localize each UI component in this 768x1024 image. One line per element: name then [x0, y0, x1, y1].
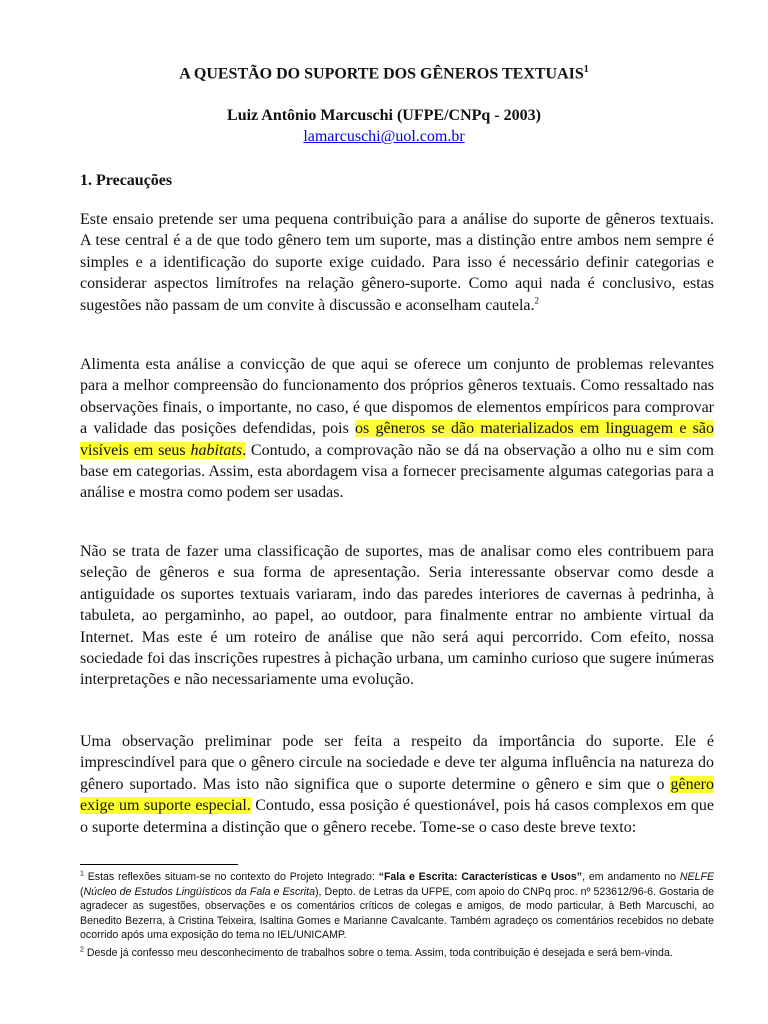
paragraph-4-text-end: Contudo, essa posição é questionável, pois há casos complexos em que o suporte determina a distinção que o gênero recebe. Tome-se o caso deste breve texto: [80, 797, 715, 836]
highlight-1-italic: habitats [190, 441, 243, 459]
paragraph-1 [80, 209, 714, 316]
paragraph-3: Não se trata de fazer uma classificação de suportes, mas de analisar como eles contribuem para seleção de gêneros e sua forma de apresentação. Seria interessante observar como desde a antiguidade os suportes textuais variaram, indo das paredes interiores de cavernas à pedrinha, à tabuleta, ao pergaminho, ao papel, ao outdoor, para finalmente entrar no ambiente virtual da Internet. Mas este é um roteiro de análise que não será aqui percorrido. Com efeito, nossa sociedade foi das inscrições rupestres à pichação urbana, um caminho curioso que sugere inúmeras interpretações e não necessariamente uma evolução. [80, 543, 714, 689]
footnote-2-mark: 2 [80, 946, 84, 954]
email-line [0, 128, 768, 146]
footnote-mark-2: 2 [534, 295, 540, 306]
paragraph-4-text-start: Uma observação preliminar pode ser feita a respeito da importância do suporte. Ele é imprescindível para que o gênero circule na sociedade e deve ter alguma influência na natureza do gênero suportado. Mas isto não significa que o suporte determine o gênero e sim que o [80, 733, 714, 793]
paragraph-2 [80, 354, 714, 504]
footnote-1-mark: 1 [80, 870, 84, 878]
paragraph-4 [80, 731, 714, 838]
footnote-1 [80, 870, 714, 943]
footnote-1-acronym: NELFE [679, 871, 715, 883]
highlighted-passage-2: gênero exige um suporte especial. [80, 775, 714, 815]
section-heading: 1. Precauções [80, 172, 173, 189]
footnote-1-nucleus-name: Núcleo de Estudos Lingüísticos da Fala e Escrita [83, 885, 315, 898]
footnote-1-text-3: ( [80, 885, 84, 898]
footnote-separator [80, 864, 238, 865]
highlight-1-end: . [242, 441, 247, 459]
paragraph-2-text-end: Contudo, a comprovação não se dá na observação a olho nu e sim com base em categorias. Assim, esta abordagem visa a fornecer precisamente algumas categorias para a análise e mostra como podem ser usadas. [80, 441, 714, 502]
author-email-link[interactable]: lamarcuschi@uol.com.br [303, 128, 465, 145]
footnote-1-text-4: ), Depto. de Letras da UFPE, com apoio do CNPq proc. nº 523612/96-6. Gostaria de agradecer as sugestões, observações e os comentários críticos de colegas e amigos, de modo particular, à Beth Marcuschi, ao Benedito Bezerra, à Cristina Teixeira, Isaltina Gomes e Marianne Cavalcante. Também agradeço os comentários recebidos no debate ocorrido após uma exposição do tema no IEL/UNICAMP. [80, 885, 714, 942]
footnote-1-text: Estas reflexões situam-se no contexto do Projeto Integrado: [83, 871, 379, 883]
author-line: Luiz Antônio Marcuschi (UFPE/CNPq - 2003) [227, 107, 541, 124]
highlight-1-text: os gêneros se dão materializados em linguagem e são visíveis em seus [80, 420, 715, 459]
title-footnote-mark: 1 [583, 64, 589, 75]
footnote-2 [80, 946, 714, 961]
paragraph-1-text: Este ensaio pretende ser uma pequena contribuição para a análise do suporte de gêneros textuais. A tese central é a de que todo gênero tem um suporte, mas a distinção entre ambos nem sempre é simples e a identificação do suporte exige cuidado. Para isso é necessário definir categorias e considerar aspectos limítrofes na relação gênero-suporte. Como aqui nada é conclusivo, estas sugestões não passam de um convite à discussão e aconselham cautela. [80, 211, 714, 314]
footnote-2-text: Desde já confesso meu desconhecimento de trabalhos sobre o tema. Assim, toda contribuição é desejada e será bem-vinda. [83, 947, 673, 959]
title-text: A QUESTÃO DO SUPORTE DOS GÊNEROS TEXTUAIS [179, 65, 584, 83]
paragraph-2-text-start: Alimenta esta análise a convicção de que aqui se oferece um conjunto de problemas relevantes para a melhor compreensão do funcionamento dos próprios gêneros textuais. Como ressaltado nas observações finais, o importante, no caso, é que dispomos de elementos empíricos para comprovar a validade das posições defendidas, pois [80, 356, 714, 438]
document-title [0, 64, 768, 83]
footnote-1-text-2: , em andamento no [582, 871, 680, 883]
footnote-1-project-name: “Fala e Escrita: Características e Usos” [378, 871, 583, 883]
